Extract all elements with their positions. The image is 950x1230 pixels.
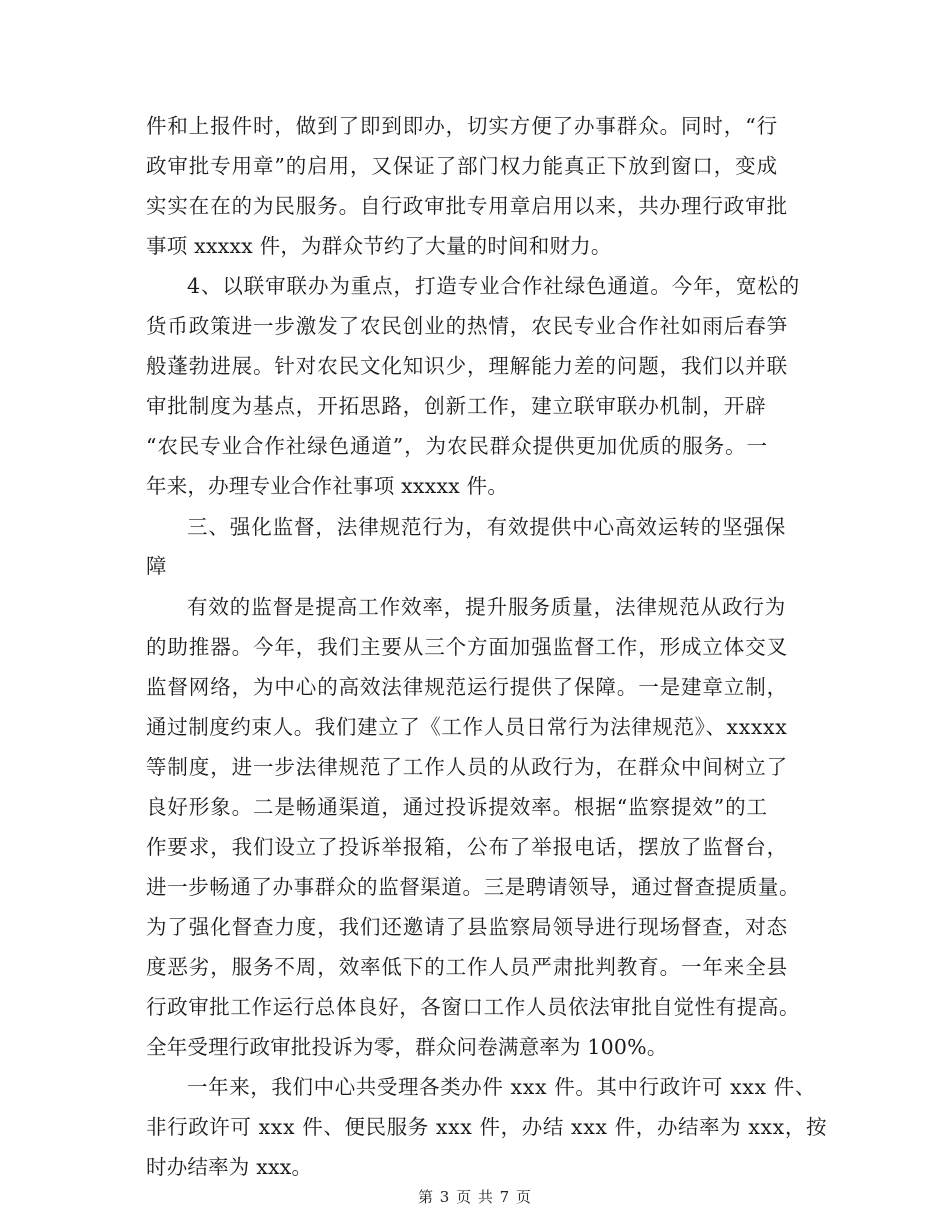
body-line: 行政审批工作运行总体良好，各窗口工作人员依法审批自觉性有提高。 — [146, 995, 801, 1019]
body-line: 作要求，我们设立了投诉举报箱，公布了举报电话，摆放了监督台， — [146, 835, 788, 859]
body-line: 审批制度为基点，开拓思路，创新工作，建立联审联办机制，开辟 — [146, 394, 767, 418]
body-line: 事项 xxxxx 件，为群众节约了大量的时间和财力。 — [146, 234, 612, 258]
body-line: 时办结率为 xxx。 — [146, 1155, 313, 1179]
body-line: 全年受理行政审批投诉为零，群众问卷满意率为 100%。 — [146, 1035, 668, 1059]
section-heading-line: 障 — [146, 554, 167, 578]
body-line: 良好形象。二是畅通渠道，通过投诉提效率。根据“监察提效”的工 — [146, 795, 768, 819]
section-heading-line: 三、强化监督，法律规范行为，有效提供中心高效运转的坚强保 — [187, 515, 787, 539]
body-line: 件和上报件时，做到了即到即办，切实方便了办事群众。同时，“行 — [146, 114, 778, 138]
body-line: 进一步畅通了办事群众的监督渠道。三是聘请领导，通过督查提质量。 — [146, 875, 801, 899]
body-line: 年来，办理专业合作社事项 xxxxx 件。 — [146, 474, 509, 498]
body-line: 的助推器。今年，我们主要从三个方面加强监督工作，形成立体交叉 — [146, 635, 788, 659]
body-line: 为了强化督查力度，我们还邀请了县监察局领导进行现场督查，对态 — [146, 915, 788, 939]
body-line: “农民专业合作社绿色通道”，为农民群众提供更加优质的服务。一 — [146, 434, 768, 458]
page-number-footer: 第 3 页 共 7 页 — [418, 1188, 532, 1206]
paragraph-start-line: 有效的监督是提高工作效率，提升服务质量，法律规范从政行为 — [187, 595, 787, 619]
body-line: 非行政许可 xxx 件、便民服务 xxx 件，办结 xxx 件，办结率为 xxx，按 — [146, 1115, 828, 1139]
paragraph-start-line: 4、以联审联办为重点，打造专业合作社绿色通道。今年，宽松的 — [187, 274, 801, 298]
body-line: 实实在在的为民服务。自行政审批专用章启用以来，共办理行政审批 — [146, 194, 788, 218]
body-line: 般蓬勃进展。针对农民文化知识少，理解能力差的问题，我们以并联 — [146, 354, 788, 378]
body-line: 通过制度约束人。我们建立了《工作人员日常行为法律规范》、xxxxx — [146, 715, 788, 739]
body-line: 度恶劣，服务不周，效率低下的工作人员严肃批判教育。一年来全县 — [146, 955, 788, 979]
body-line: 等制度，进一步法律规范了工作人员的从政行为，在群众中间树立了 — [146, 755, 788, 779]
body-line: 监督网络，为中心的高效法律规范运行提供了保障。一是建章立制， — [146, 675, 788, 699]
paragraph-start-line: 一年来，我们中心共受理各类办件 xxx 件。其中行政许可 xxx 件、 — [187, 1075, 816, 1099]
body-line: 货币政策进一步激发了农民创业的热情，农民专业合作社如雨后春笋 — [146, 314, 788, 338]
body-line: 政审批专用章”的启用，又保证了部门权力能真正下放到窗口，变成 — [146, 154, 778, 178]
